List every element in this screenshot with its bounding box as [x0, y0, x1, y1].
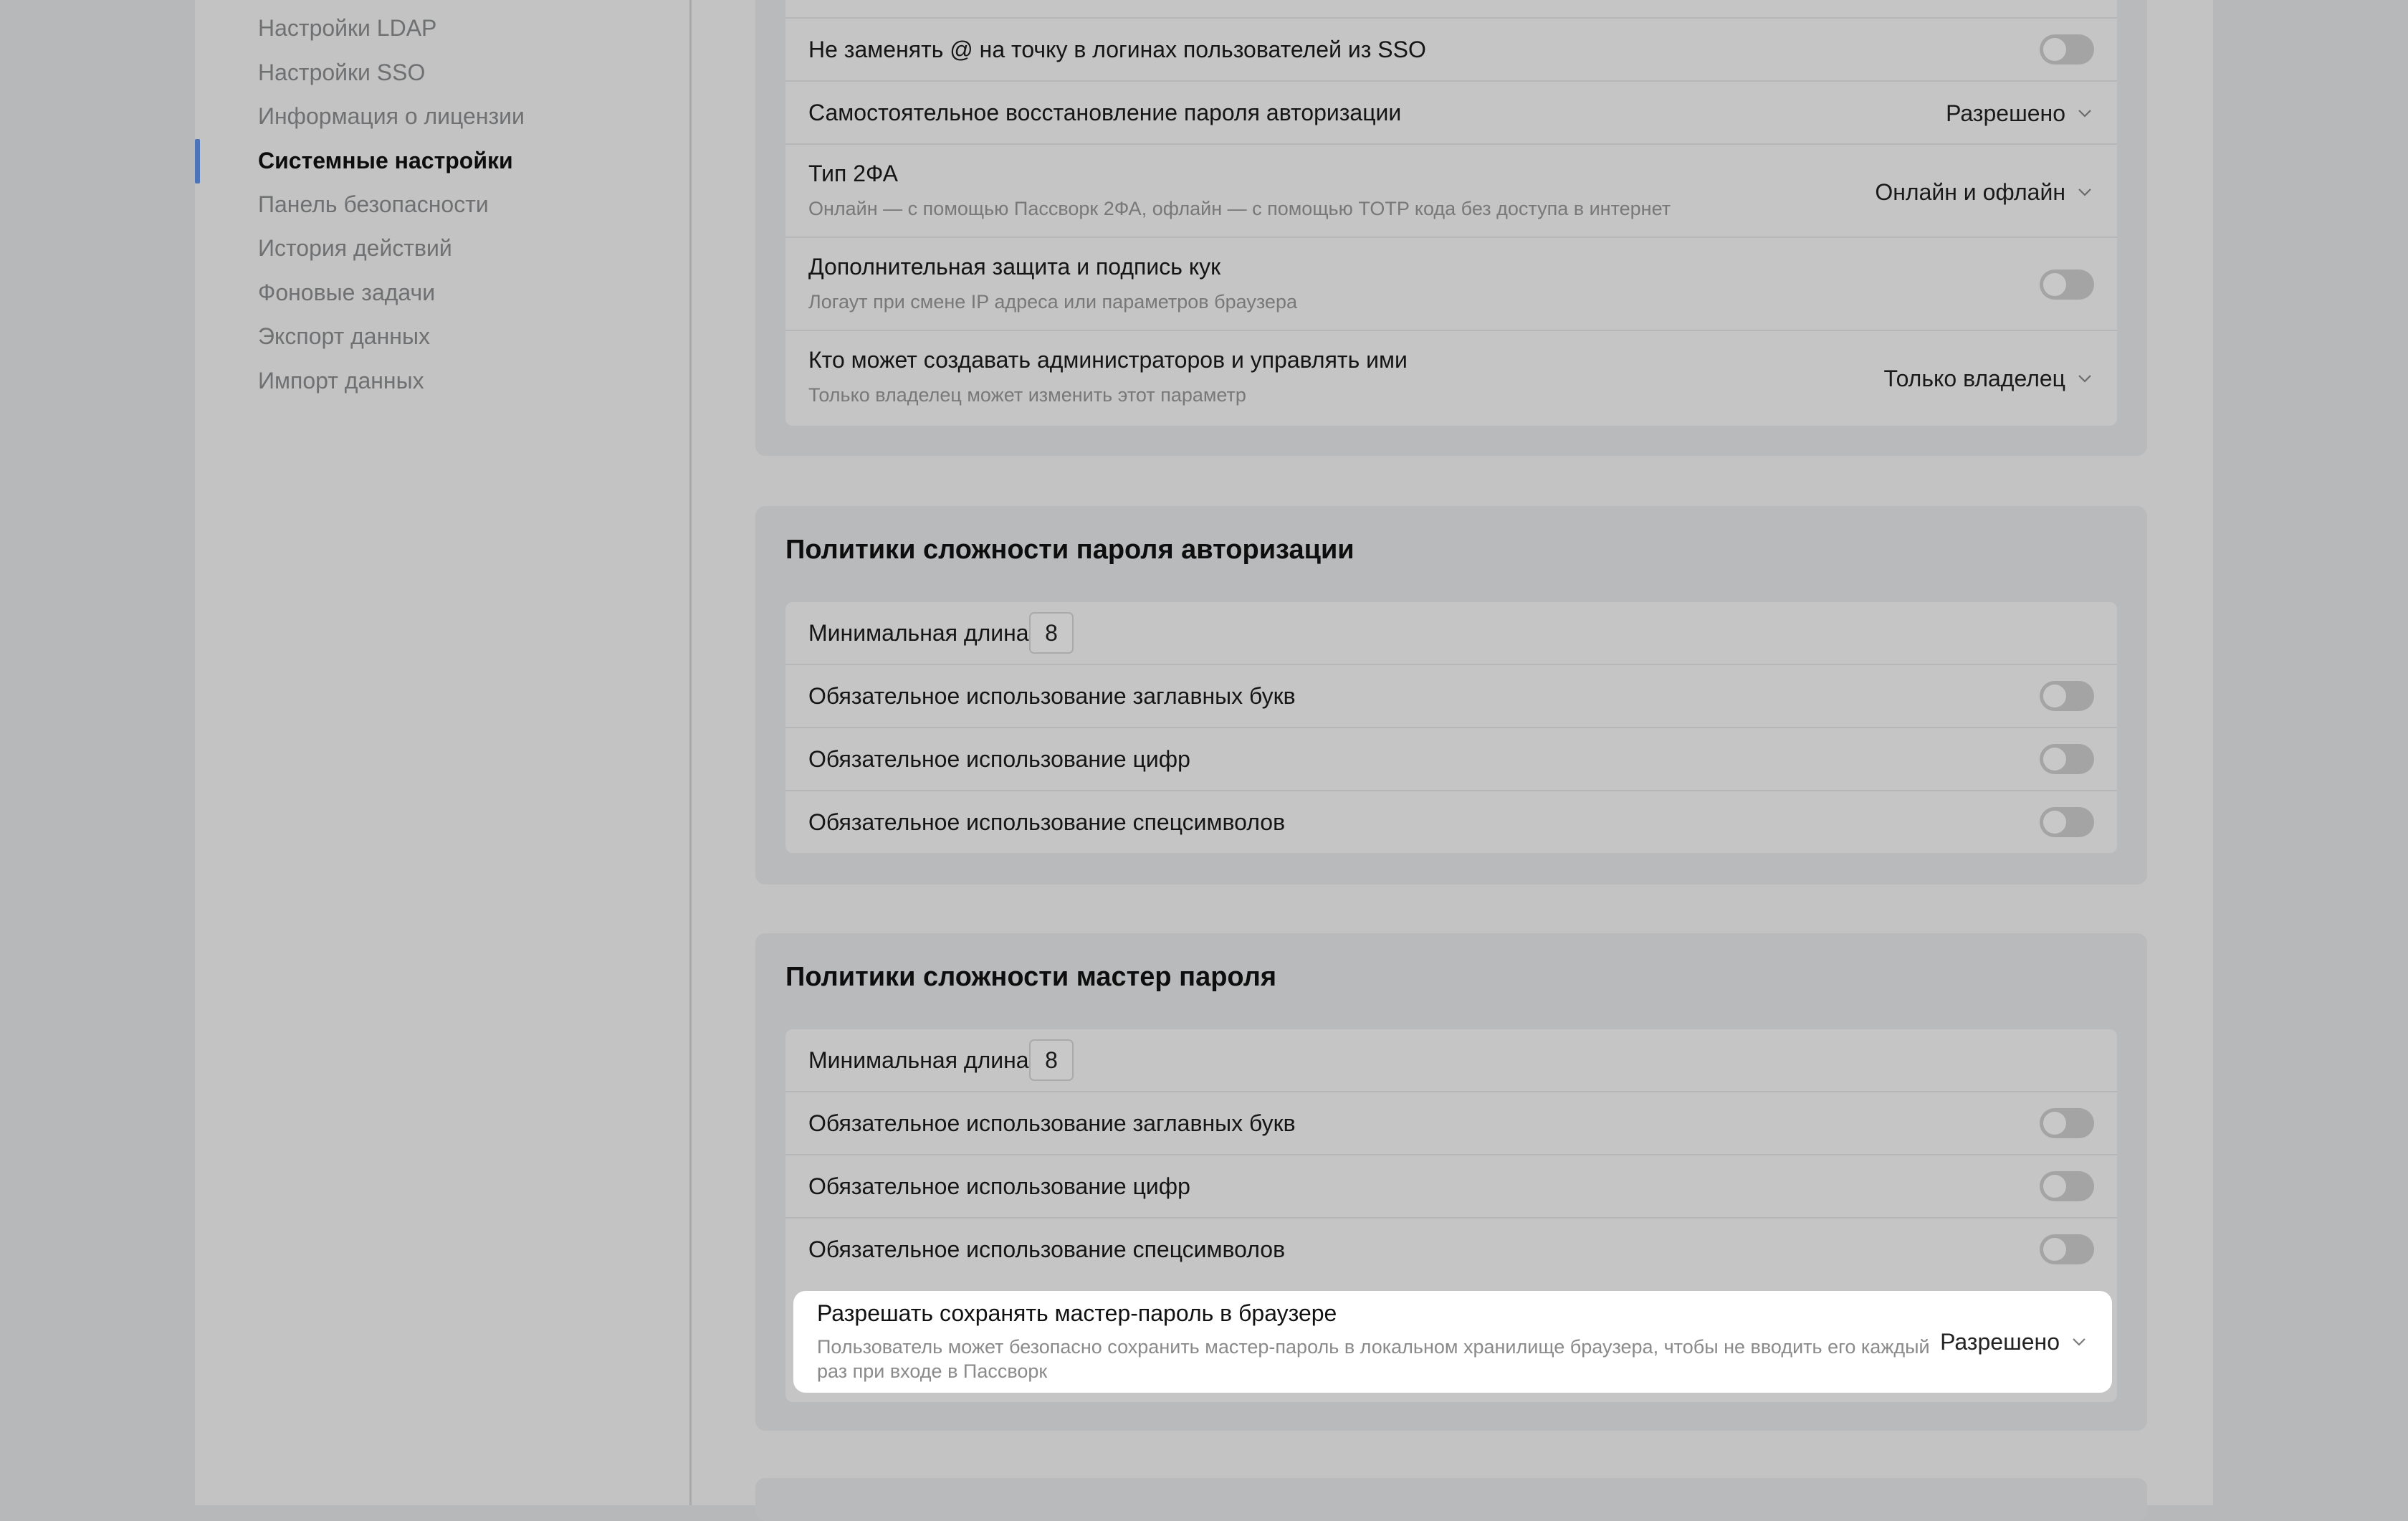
self-recovery-select[interactable] — [1946, 97, 2094, 129]
chevron-down-icon — [2070, 1332, 2088, 1351]
setting-row-uppercase — [785, 664, 2117, 727]
setting-title: Минимальная длина — [808, 620, 1029, 646]
system-settings-list — [785, 0, 2117, 426]
sidebar-item-import[interactable]: Импорт данных — [258, 368, 424, 394]
auth-policy-list — [785, 602, 2117, 853]
active-nav-indicator — [195, 139, 200, 183]
save-master-password-select[interactable] — [1940, 1326, 2088, 1358]
setting-subtitle: Пользователь может безопасно сохранить мастер-пароль в локальном хранилище браузера, чтобы не вводить его каждый раз при входе в Пассворк — [817, 1336, 1930, 1382]
system-settings-card — [755, 0, 2147, 456]
select-value: Онлайн и офлайн — [1875, 179, 2065, 205]
setting-title: Обязательное использование цифр — [808, 746, 1190, 772]
chevron-down-icon — [2075, 183, 2094, 201]
sidebar-item-sso[interactable]: Настройки SSO — [258, 59, 426, 85]
special-chars-toggle[interactable] — [2040, 807, 2094, 837]
sidebar-item-security-dashboard[interactable]: Панель безопасности — [258, 191, 489, 217]
sidebar-item-system-settings[interactable]: Системные настройки — [258, 148, 513, 173]
setting-title: Разрешать сохранять мастер-пароль в браузере — [817, 1300, 1337, 1326]
sidebar-item-background-tasks[interactable]: Фоновые задачи — [258, 280, 436, 305]
chevron-down-icon — [2075, 104, 2094, 123]
auth-password-policy-card — [755, 506, 2147, 885]
setting-subtitle: Только владелец может изменить этот параметр — [808, 384, 1246, 406]
section-title: Политики сложности пароля авторизации — [785, 535, 1354, 565]
save-master-password-row — [794, 1292, 2111, 1392]
setting-title: Тип 2ФА — [808, 161, 898, 186]
setting-row-self-recovery — [785, 80, 2117, 143]
min-length-input[interactable]: 8 — [1029, 612, 1074, 654]
setting-title: Кто может создавать администраторов и управлять ими — [808, 347, 1408, 373]
setting-title: Обязательное использование спецсимволов — [808, 1236, 1286, 1262]
select-value: Разрешено — [1946, 100, 2065, 126]
setting-title: Обязательное использование заглавных букв — [808, 1110, 1296, 1136]
app-window — [195, 0, 2213, 1505]
2fa-type-select[interactable] — [1875, 176, 2094, 208]
setting-row-special — [785, 1217, 2117, 1280]
section-title: Политики сложности мастер пароля — [785, 962, 1277, 992]
next-section-card — [755, 1478, 2147, 1521]
uppercase-toggle[interactable] — [2040, 681, 2094, 711]
admins-manager-select[interactable] — [1884, 363, 2094, 394]
sidebar-item-license[interactable]: Информация о лицензии — [258, 103, 525, 129]
digits-toggle[interactable] — [2040, 744, 2094, 774]
setting-row-2fa — [785, 143, 2117, 237]
master-special-chars-toggle[interactable] — [2040, 1234, 2094, 1264]
setting-title: Обязательное использование спецсимволов — [808, 809, 1286, 835]
select-value: Только владелец — [1883, 366, 2065, 391]
sidebar-item-ldap[interactable]: Настройки LDAP — [258, 15, 437, 41]
setting-row-uppercase — [785, 1091, 2117, 1154]
settings-sidebar — [195, 0, 692, 1505]
setting-subtitle: Онлайн — с помощью Пассворк 2ФА, офлайн — с помощью TOTP кода без доступа в интернет — [808, 198, 1671, 219]
master-digits-toggle[interactable] — [2040, 1171, 2094, 1201]
setting-title: Не заменять @ на точку в логинах пользователей из SSO — [808, 37, 1426, 62]
sidebar-item-export[interactable]: Экспорт данных — [258, 323, 430, 349]
sso-dot-toggle[interactable] — [2040, 34, 2094, 65]
setting-row-min-length — [785, 602, 2117, 664]
setting-title: Обязательное использование цифр — [808, 1173, 1190, 1199]
setting-row-cookie — [785, 237, 2117, 330]
setting-row-sso-dot — [785, 17, 2117, 80]
setting-subtitle: Логаут при смене IP адреса или параметров браузера — [808, 291, 1297, 313]
setting-title: Обязательное использование заглавных букв — [808, 683, 1296, 709]
setting-row-digits — [785, 727, 2117, 790]
setting-row-admins — [785, 330, 2117, 427]
setting-title: Дополнительная защита и подпись кук — [808, 254, 1221, 280]
cookie-protection-toggle[interactable] — [2040, 270, 2094, 300]
sidebar-item-activity-log[interactable]: История действий — [258, 235, 452, 261]
setting-title: Минимальная длина — [808, 1047, 1029, 1073]
setting-row-digits — [785, 1154, 2117, 1217]
select-value: Разрешено — [1940, 1329, 2060, 1355]
master-uppercase-toggle[interactable] — [2040, 1108, 2094, 1138]
chevron-down-icon — [2075, 369, 2094, 388]
setting-title: Самостоятельное восстановление пароля авторизации — [808, 100, 1402, 125]
setting-row-special — [785, 790, 2117, 854]
setting-row-min-length — [785, 1029, 2117, 1091]
master-min-length-input[interactable]: 8 — [1029, 1039, 1074, 1081]
